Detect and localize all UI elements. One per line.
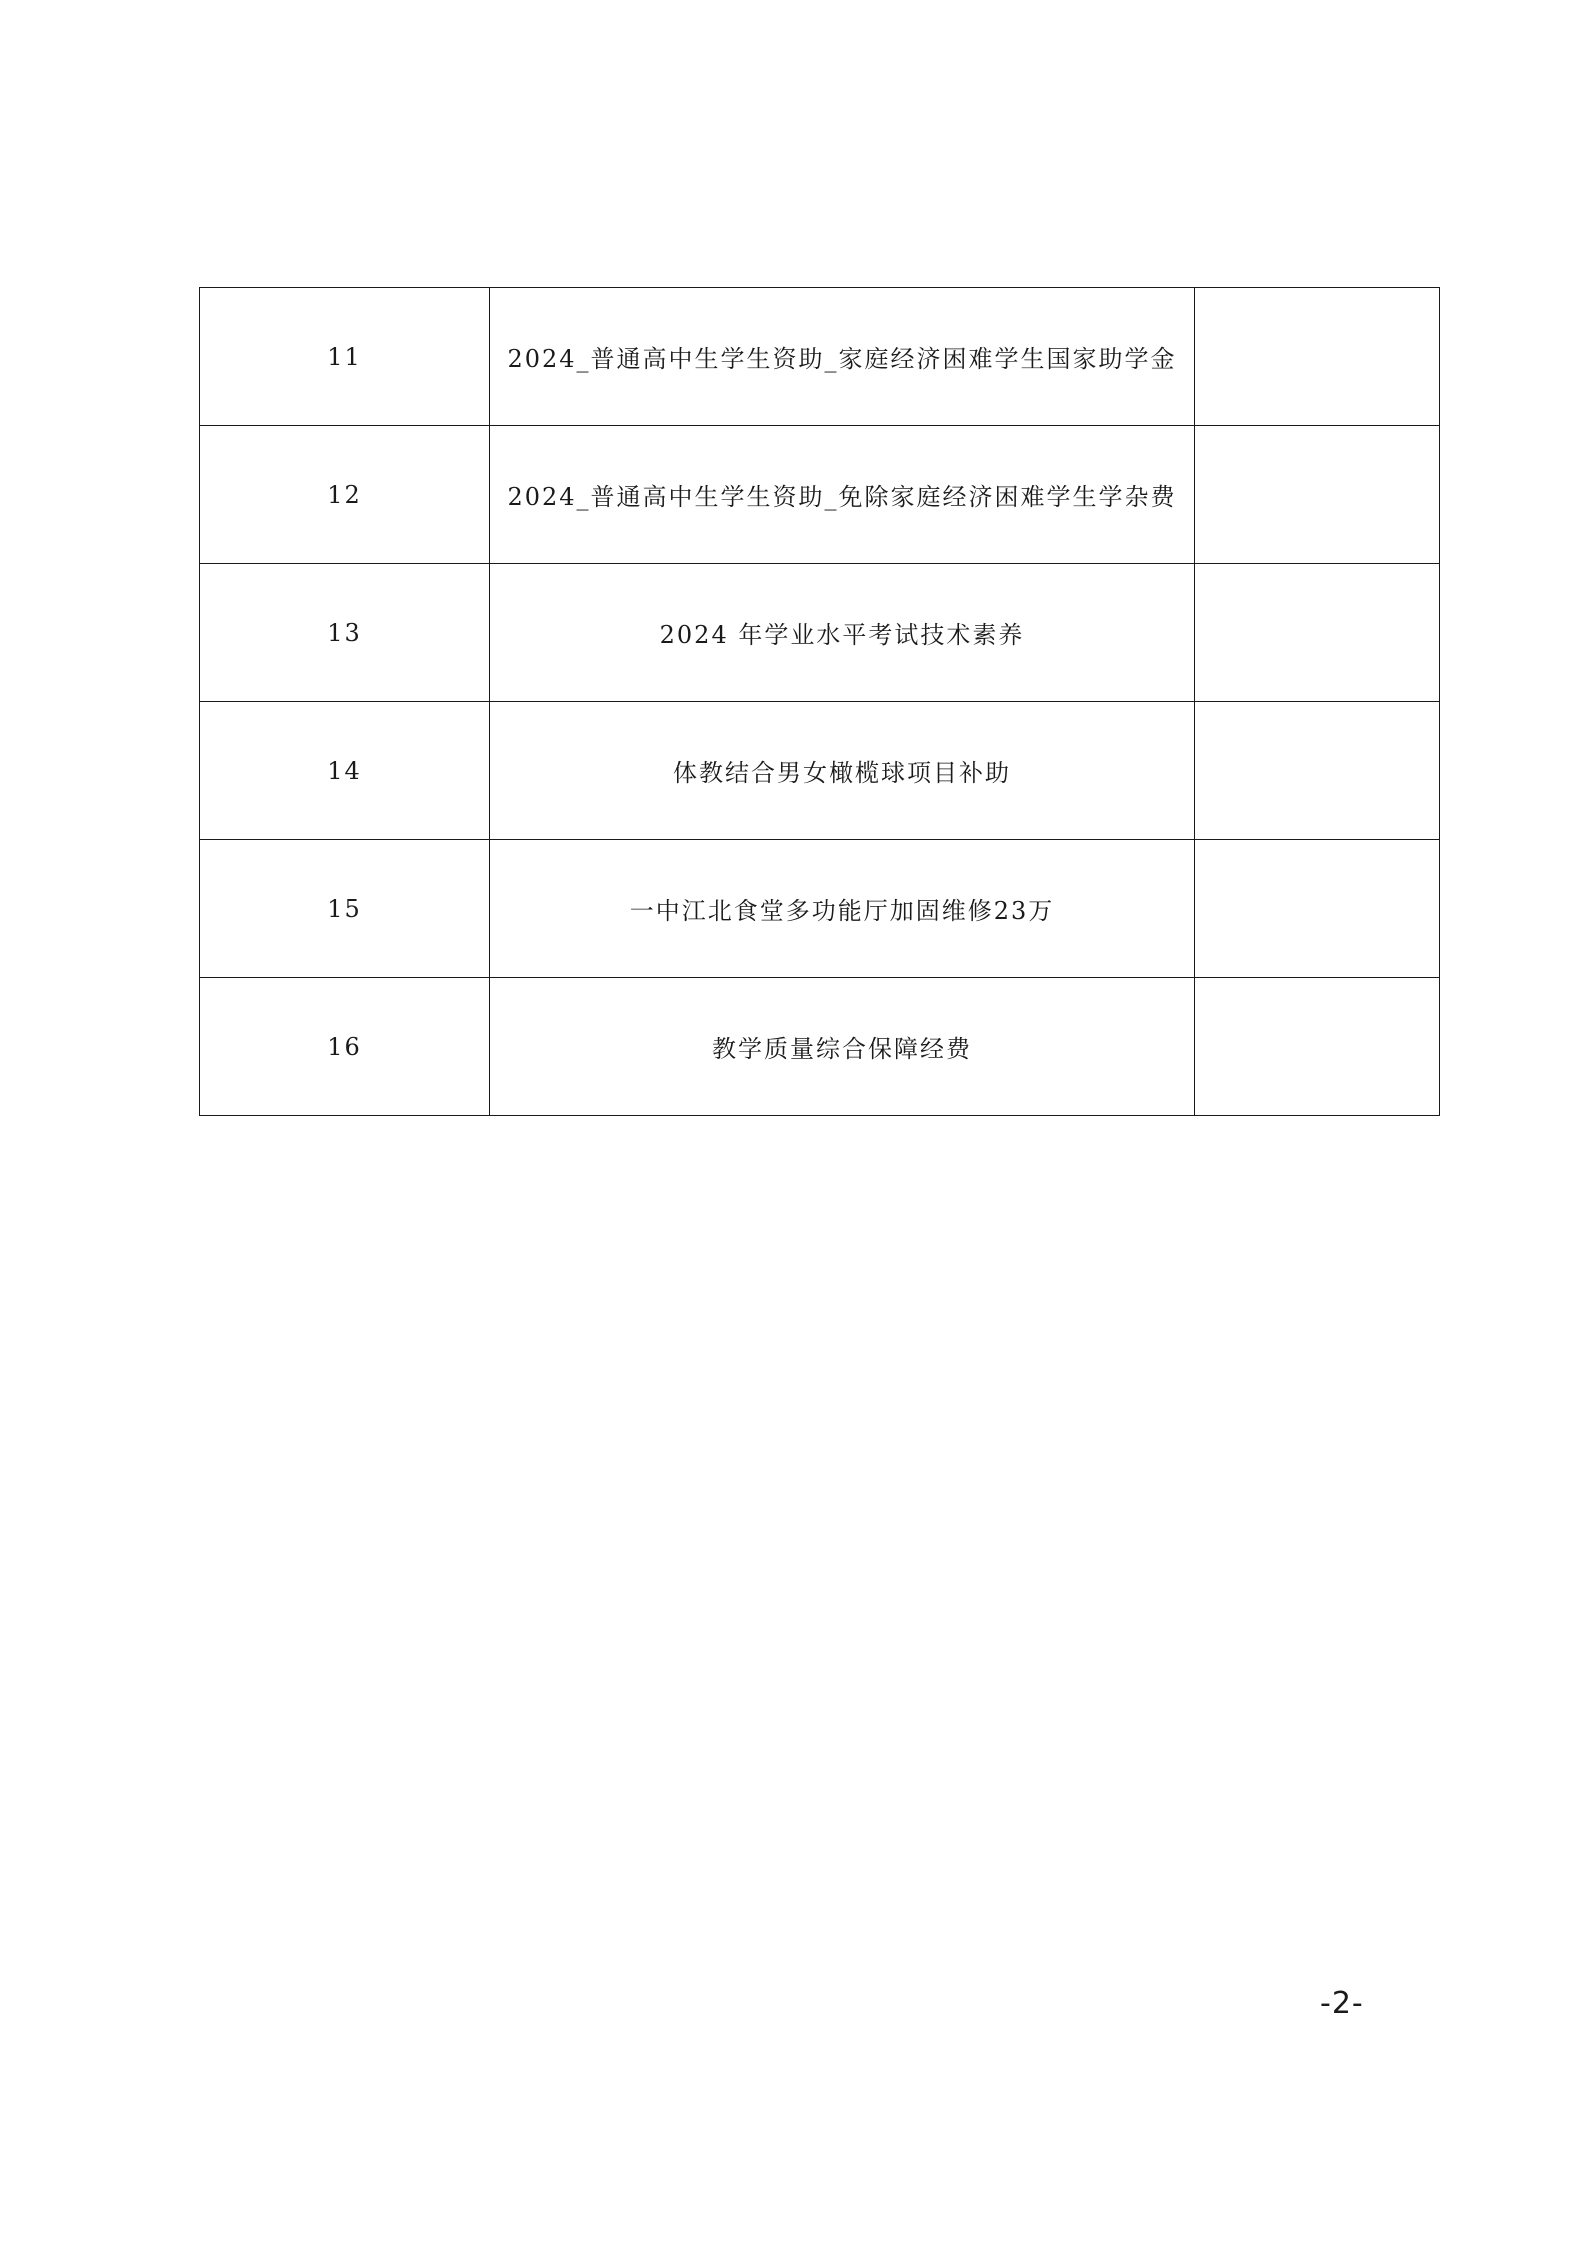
table-row	[200, 702, 1440, 840]
table-row	[200, 840, 1440, 978]
row-index-cell: 15	[200, 840, 490, 978]
empty-cell	[1195, 978, 1440, 1116]
empty-cell	[1195, 840, 1440, 978]
empty-cell	[1195, 702, 1440, 840]
row-index-cell: 14	[200, 702, 490, 840]
project-name-cell: 体教结合男女橄榄球项目补助	[490, 702, 1195, 840]
table-row	[200, 978, 1440, 1116]
table-row	[200, 288, 1440, 426]
row-index-cell: 11	[200, 288, 490, 426]
project-name-cell: 教学质量综合保障经费	[490, 978, 1195, 1116]
row-index-cell: 16	[200, 978, 490, 1116]
page-number: -2-	[1320, 1986, 1364, 2021]
project-name-cell: 一中江北食堂多功能厅加固维修23万	[490, 840, 1195, 978]
row-index-cell: 13	[200, 564, 490, 702]
table-row	[200, 564, 1440, 702]
row-index-cell: 12	[200, 426, 490, 564]
table-row	[200, 426, 1440, 564]
empty-cell	[1195, 564, 1440, 702]
project-name-cell: 2024 年学业水平考试技术素养	[490, 564, 1195, 702]
project-table	[199, 287, 1440, 1116]
empty-cell	[1195, 426, 1440, 564]
empty-cell	[1195, 288, 1440, 426]
project-name-cell: 2024_普通高中生学生资助_家庭经济困难学生国家助学金	[490, 288, 1195, 426]
project-name-cell: 2024_普通高中生学生资助_免除家庭经济困难学生学杂费	[490, 426, 1195, 564]
